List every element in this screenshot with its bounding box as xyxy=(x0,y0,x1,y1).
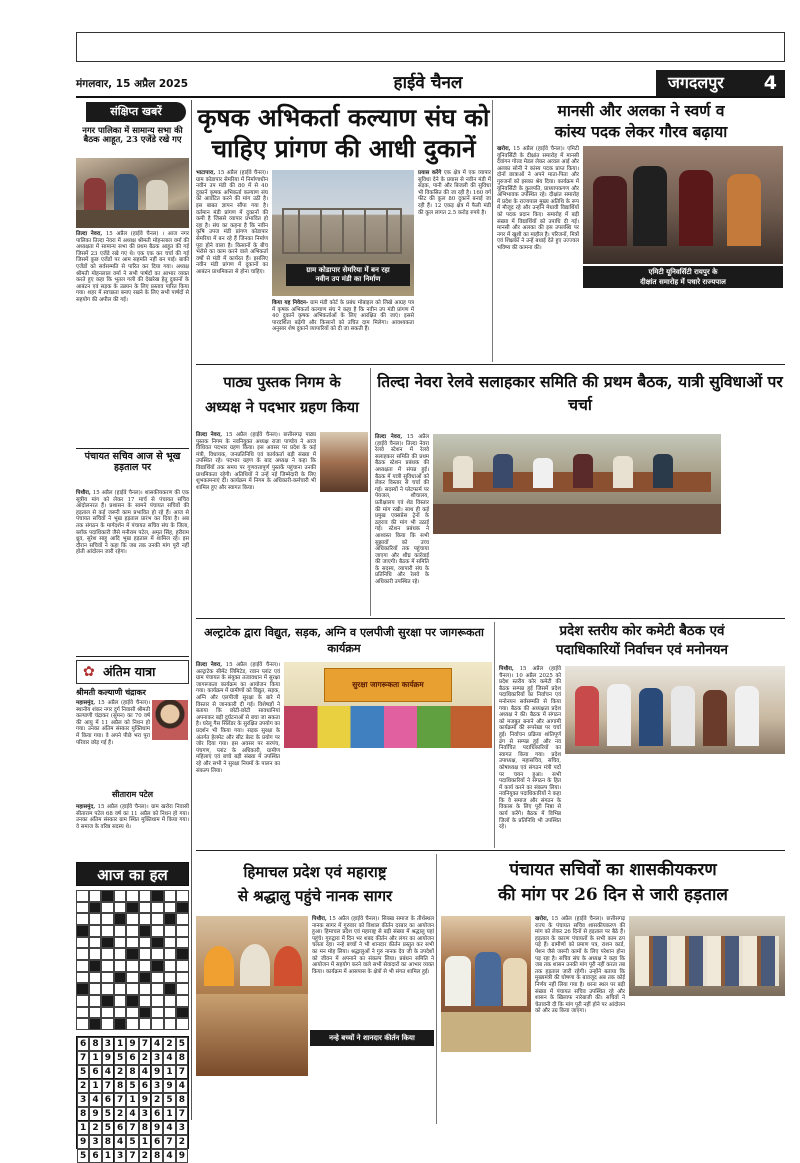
crossword-cell xyxy=(126,937,139,949)
crossword-cell xyxy=(176,890,189,902)
crossword-cell xyxy=(89,972,102,984)
sudoku-cell: 3 xyxy=(114,1149,126,1163)
crossword-black-cell xyxy=(89,1018,102,1030)
crossword-cell xyxy=(126,972,139,984)
crossword-cell xyxy=(139,902,152,914)
crossword-cell xyxy=(151,1007,164,1019)
sudoku-cell: 6 xyxy=(77,1037,89,1051)
crossword-black-cell xyxy=(89,960,102,972)
story-ultratech-banner-text: सुरक्षा जागरूकता कार्यक्रम xyxy=(352,680,424,689)
brief-item1-photo xyxy=(76,158,189,228)
crossword-cell xyxy=(114,948,127,960)
crossword-cell xyxy=(176,1018,189,1030)
crossword-cell xyxy=(126,983,139,995)
story-medal xyxy=(497,100,785,362)
crossword-cell xyxy=(164,948,177,960)
brief-item2-headline: पंचायत सचिव आज से भूख हड़ताल पर xyxy=(84,451,181,473)
crossword-cell xyxy=(76,1007,89,1019)
crossword-black-cell xyxy=(151,960,164,972)
story-agri-headline: कृषक अभिकर्ता कल्याण संघ को चाहिए प्रांगण की आधी दुकानें xyxy=(197,103,490,163)
crossword-cell xyxy=(76,1018,89,1030)
story-railway xyxy=(375,368,785,616)
crossword-cell xyxy=(164,925,177,937)
obituary-person2-name: सीताराम पटेल xyxy=(111,789,154,799)
crossword-cell xyxy=(101,1018,114,1030)
story-panchayat xyxy=(441,854,785,1124)
sudoku-cell: 5 xyxy=(77,1149,89,1163)
crossword-black-cell xyxy=(126,902,139,914)
obituary-title: अंतिम यात्रा xyxy=(103,664,156,679)
crossword-cell xyxy=(164,902,177,914)
sudoku-cell: 1 xyxy=(163,1065,175,1079)
sudoku-cell: 2 xyxy=(151,1093,163,1107)
sudoku-cell: 6 xyxy=(126,1051,138,1065)
crossword-cell xyxy=(114,995,127,1007)
sudoku-cell: 7 xyxy=(114,1093,126,1107)
sudoku-cell: 2 xyxy=(139,1149,151,1163)
crossword-cell xyxy=(176,913,189,925)
crossword-cell xyxy=(76,890,89,902)
story-medal-photo xyxy=(583,146,783,264)
sudoku-cell: 8 xyxy=(89,1037,101,1051)
sudoku-cell: 6 xyxy=(151,1107,163,1121)
sudoku-cell: 9 xyxy=(151,1121,163,1135)
sudoku-cell: 9 xyxy=(77,1135,89,1149)
crossword-cell xyxy=(139,983,152,995)
sudoku-cell: 4 xyxy=(89,1093,101,1107)
sudoku-cell: 6 xyxy=(89,1149,101,1163)
story-core xyxy=(499,622,785,848)
sudoku-cell: 9 xyxy=(126,1037,138,1051)
crossword-cell xyxy=(151,983,164,995)
sudoku-cell: 3 xyxy=(151,1079,163,1093)
crossword-black-cell xyxy=(151,890,164,902)
masthead-city: जगदलपुर xyxy=(668,73,724,92)
sudoku-cell: 3 xyxy=(151,1051,163,1065)
crossword-black-cell xyxy=(76,983,89,995)
sudoku-cell: 4 xyxy=(163,1051,175,1065)
sudoku-cell: 5 xyxy=(126,1135,138,1149)
crossword-cell xyxy=(89,983,102,995)
masthead xyxy=(76,68,785,98)
brief-item2-body: पिथौरा, 15 अप्रैल (हाईवे चैनल)। शासकीयकरण की एक सूत्रीय मांग को लेकर 17 मार्च से पंचायत सचिव आंदोलनरत हैं। प्रशासन के सामने पंचायत सचिवों की हड़ताल से कई जरूरी काम प्रभावित हो रहे हैं। आज से पंचायत सचिवों ने भूख हड़ताल प्रारंभ कर दिया है। अब तक संगठन के मार्गदर्शन में पंचायत सचिव संघ के जिला, ब्लॉक पदाधिकारी जैसे मनीराम पटेल, अमृत सिंह, हरीराम ध्रुव, सुरेश साहू आदि भूख हड़ताल में शामिल रहे। इस दौरान सचिवों ने कहा कि जब तक उनकी मांग पूरी नहीं होती आंदोलन जारी रहेगा। xyxy=(76,490,189,556)
story-panchayat-photo-2 xyxy=(629,916,785,996)
crossword-black-cell xyxy=(176,902,189,914)
story-panchayat-headline: पंचायत सचिवों का शासकीयकरण की मांग पर 26 दिन से जारी हड़ताल xyxy=(498,860,728,905)
masthead-date: मंगलवार, 15 अप्रैल 2025 xyxy=(76,78,189,90)
crossword-cell xyxy=(101,902,114,914)
crossword-cell xyxy=(164,972,177,984)
story-panchayat-photo xyxy=(441,916,531,1052)
story-himachal-caption-box xyxy=(310,1030,434,1046)
masthead-city-box xyxy=(656,70,785,96)
crossword-black-cell xyxy=(89,902,102,914)
crossword-cell xyxy=(76,960,89,972)
crossword-cell xyxy=(114,983,127,995)
crossword-cell xyxy=(89,913,102,925)
sudoku-cell: 7 xyxy=(126,1121,138,1135)
story-core-body-lower xyxy=(565,758,785,846)
sudoku-cell: 6 xyxy=(139,1079,151,1093)
crossword-cell xyxy=(101,948,114,960)
crossword-black-cell xyxy=(114,1018,127,1030)
story-railway-body-lower xyxy=(433,538,721,614)
crossword-cell xyxy=(151,1018,164,1030)
brief-title: संक्षिप्त खबरें xyxy=(86,102,186,122)
crossword-black-cell xyxy=(151,937,164,949)
crossword-cell xyxy=(176,960,189,972)
sudoku-cell: 2 xyxy=(114,1065,126,1079)
obituary-flower-icon: ✿ xyxy=(83,664,95,680)
crossword-cell xyxy=(139,948,152,960)
crossword-cell xyxy=(176,995,189,1007)
story-textbook-body: तिल्दा नेवरा, 15 अप्रैल (हाईवे चैनल)। छत्तीसगढ़ पाठ्य पुस्तक निगम के नवनियुक्त अध्यक्ष राजा पाण्डेय ने आज विधिवत पदभार ग्रहण किया। इस अवसर पर प्रदेश के कई मंत्री, विधायक, जनप्रतिनिधि एवं कार्यकर्ता बड़ी संख्या में उपस्थित रहे। पदभार ग्रहण के बाद अध्यक्ष ने कहा कि विद्यार्थियों तक समय पर गुणवत्तापूर्ण पुस्तकें पहुंचाना उनकी प्राथमिकता रहेगी। अतिथियों ने उन्हें नई जिम्मेदारी के लिए शुभकामनाएं दीं। कार्यक्रम में निगम के अधिकारी-कर्मचारी भी शामिल हुए और स्वागत किया। xyxy=(196,432,316,491)
crossword-cell xyxy=(151,902,164,914)
sudoku-cell: 7 xyxy=(176,1065,188,1079)
obituary-person1-body-cont xyxy=(76,745,189,789)
crossword-cell xyxy=(89,948,102,960)
sudoku-cell: 9 xyxy=(176,1149,188,1163)
story-himachal-photo xyxy=(196,916,308,1076)
sudoku-cell: 9 xyxy=(139,1093,151,1107)
crossword-cell xyxy=(176,925,189,937)
brief-item1-headline: नगर पालिका में सामान्य सभा की बैठक आहूत, 23 एजेंडे रखे गए xyxy=(82,125,183,145)
crossword-cell xyxy=(101,972,114,984)
crossword-cell xyxy=(164,890,177,902)
sudoku-cell: 8 xyxy=(151,1149,163,1163)
sudoku-cell: 5 xyxy=(126,1079,138,1093)
story-medal-caption-box xyxy=(583,266,783,288)
story-medal-headline: मानसी और अलका ने स्वर्ण व कांस्य पदक लेकर गौरव बढ़ाया xyxy=(554,101,728,141)
crossword-cell xyxy=(176,937,189,949)
sudoku-cell: 2 xyxy=(176,1135,188,1149)
sudoku-cell: 3 xyxy=(139,1107,151,1121)
crossword-cell xyxy=(76,937,89,949)
sudoku-cell: 5 xyxy=(163,1093,175,1107)
story-himachal-body: पिथौरा, 15 अप्रैल (हाईवे चैनल)। सिक्ख समाज के तीर्थस्थल नानक सागर में गुरुवार को विशाल कीर्तन दरबार का आयोजन हुआ। हिमाचल प्रदेश एवं महाराष्ट्र से बड़ी संख्या में श्रद्धालु यहां पहुंचे। गुरुद्वारा में दिन भर शबद कीर्तन और लंगर का आयोजन चलता रहा। नन्हे बच्चों ने भी शानदार कीर्तन प्रस्तुत कर सभी का मन मोह लिया। श्रद्धालुओं ने गुरु नानक देव जी के उपदेशों को जीवन में अपनाने का संकल्प लिया। प्रबंधन समिति ने आयोजन में सहयोग करने वाले सभी सेवादारों का आभार व्यक्त किया। कार्यक्रम में आसपास के क्षेत्रों से भी संगत शामिल हुई। xyxy=(312,916,434,975)
crossword-cell xyxy=(76,948,89,960)
sudoku-cell: 2 xyxy=(77,1079,89,1093)
sudoku-cell: 4 xyxy=(126,1107,138,1121)
story-agri xyxy=(196,100,491,362)
sudoku-cell: 6 xyxy=(151,1135,163,1149)
sudoku-cell: 8 xyxy=(176,1093,188,1107)
crossword-cell xyxy=(164,1007,177,1019)
sudoku-cell: 3 xyxy=(102,1037,114,1051)
story-core-photo xyxy=(565,666,785,754)
story-agri-body-lower: किया यह निवेदन- ग्राम मंडी कोर्ट के प्रबंध मोबाइल को लिखे आग्रह पत्र में कृषक अभिकर्ता कल्याण संघ ने कहा है कि नवीन उप मंडी प्रांगण में 40 दुकानें कृषक अभिकर्ताओं के लिए आरक्षित की जाएं। इससे पारदर्शिता बढ़ेगी और किसानों को उचित दाम मिलेगा। आवश्यकता अनुसार शेष दुकानें व्यापारियों को दी जा सकती हैं। xyxy=(272,300,414,333)
sudoku-cell: 7 xyxy=(77,1051,89,1065)
story-panchayat-body: खरोरा, 15 अप्रैल (हाईवे चैनल)। छत्तीसगढ़ राज्य के पंचायत सचिव शासकीयकरण की मांग को लेकर 26 दिनों से हड़ताल पर बैठे हैं। हड़ताल के कारण पंचायतों के सभी काम ठप पड़े हैं। ग्रामीणों को प्रमाण पत्र, राशन कार्ड, पेंशन जैसे जरूरी कामों के लिए परेशान होना पड़ रहा है। सचिव संघ के अध्यक्ष ने कहा कि जब तक शासन उनकी मांग पूरी नहीं करता तब तक हड़ताल जारी रहेगी। उन्होंने बताया कि मुख्यमंत्री की घोषणा के बावजूद अब तक कोई निर्णय नहीं लिया गया है। धरना स्थल पर बड़ी संख्या में पंचायत सचिव उपस्थित रहे और शासन के खिलाफ नारेबाजी की। सचिवों ने चेतावनी दी कि मांग पूरी नहीं होने पर आंदोलन को और उग्र किया जाएगा। xyxy=(535,916,625,1015)
story-agri-body-left: भाटापारा, 15 अप्रैल (हाईवे चैनल)। ग्राम कोडापार सेमरिया में निर्माणाधीन नवीन उप मंडी की 80 में से 40 दुकानें कृषक अभिकर्ता कल्याण संघ को आवंटित करने की मांग उठी है। इस बाबत ज्ञापन सौंपा गया है। वर्तमान मंडी प्रांगण में दुकानों की कमी है जिससे व्यापार प्रभावित हो रहा है। संघ का कहना है कि नवीन कृषि उपज मंडी प्रांगण कोडापार सेमरिया में बन रहे हैं जिनका निर्माण पूरा होने वाला है। किसानों के बीच भरोसे का काम करने वाले अभिकर्ता वर्षों से मंडी में कार्यरत हैं। इसलिए नवीन मंडी प्रांगण में दुकानों का आबंटन प्राथमिकता से होना चाहिए। xyxy=(196,170,269,275)
crossword-black-cell xyxy=(101,995,114,1007)
crossword-black-cell xyxy=(164,913,177,925)
sudoku-cell: 9 xyxy=(151,1065,163,1079)
story-ultratech xyxy=(196,622,492,848)
sudoku-cell: 8 xyxy=(114,1079,126,1093)
sudoku-cell: 2 xyxy=(89,1121,101,1135)
sudoku-cell: 4 xyxy=(102,1065,114,1079)
story-medal-photo-caption: एमिटी यूनिवर्सिटी रायपुर के दीक्षांत समारोह में पधारे राज्यपाल xyxy=(640,268,726,286)
sudoku-cell: 4 xyxy=(163,1149,175,1163)
crossword-cell xyxy=(101,960,114,972)
sudoku-cell: 8 xyxy=(77,1107,89,1121)
sudoku-cell: 7 xyxy=(126,1149,138,1163)
sudoku-cell: 1 xyxy=(114,1037,126,1051)
sudoku-cell: 6 xyxy=(114,1121,126,1135)
story-ultratech-headline: अल्ट्राटेक द्वारा विद्युत, सड़क, अग्नि व एलपीजी सुरक्षा पर जागरूकता कार्यक्रम xyxy=(204,625,484,655)
crossword-solution-grid xyxy=(76,890,189,1030)
sudoku-cell: 4 xyxy=(151,1037,163,1051)
story-core-body-left: पिथौरा, 15 अप्रैल (हाईवे चैनल)। 10 अप्रैल 2025 को प्रदेश स्तरीय कोर कमेटी की बैठक सम्पन्न हुई जिसमें प्रदेश पदाधिकारियों का निर्वाचन एवं मनोनयन सर्वसम्मति से किया गया। बैठक की अध्यक्षता प्रदेश अध्यक्ष ने की। बैठक में संगठन को मजबूत बनाने और आगामी कार्यक्रमों की रूपरेखा पर चर्चा हुई। निर्वाचन प्रक्रिया शांतिपूर्ण ढंग से सम्पन्न हुई और नव निर्वाचित पदाधिकारियों का स्वागत किया गया। प्रदेश उपाध्यक्ष, महासचिव, सचिव, कोषाध्यक्ष एवं संगठन मंत्री पदों पर चयन हुआ। सभी पदाधिकारियों ने संगठन के हित में कार्य करने का संकल्प लिया। नवनियुक्त पदाधिकारियों ने कहा कि वे समाज और संगठन के विकास के लिए पूरी निष्ठा से कार्य करेंगे। बैठक में विभिन्न जिलों के प्रतिनिधि भी उपस्थित रहे। xyxy=(499,666,561,831)
sudoku-cell: 5 xyxy=(77,1065,89,1079)
crossword-cell xyxy=(89,995,102,1007)
crossword-cell xyxy=(151,913,164,925)
crossword-cell xyxy=(89,925,102,937)
crossword-cell xyxy=(139,960,152,972)
sudoku-cell: 3 xyxy=(176,1121,188,1135)
story-himachal-headline: हिमाचल प्रदेश एवं महाराष्ट्र से श्रद्धालु पहुंचे नानक सागर xyxy=(237,863,393,905)
sudoku-cell: 4 xyxy=(139,1065,151,1079)
sudoku-cell: 4 xyxy=(163,1121,175,1135)
sudoku-cell: 9 xyxy=(89,1107,101,1121)
crossword-cell xyxy=(126,1018,139,1030)
crossword-cell xyxy=(151,995,164,1007)
crossword-cell xyxy=(76,995,89,1007)
crossword-black-cell xyxy=(101,890,114,902)
crossword-cell xyxy=(114,1007,127,1019)
crossword-cell xyxy=(176,972,189,984)
sudoku-cell: 1 xyxy=(126,1093,138,1107)
crossword-cell xyxy=(139,995,152,1007)
story-railway-headline: तिल्दा नेवरा रेलवे सलाहकार समिति की प्रथम बैठक, यात्री सुविधाओं पर चर्चा xyxy=(377,372,783,414)
sudoku-cell: 6 xyxy=(102,1093,114,1107)
sudoku-cell: 1 xyxy=(139,1135,151,1149)
obituary-person1-name: श्रीमती कल्याणी चंद्राकर xyxy=(76,687,146,697)
story-textbook-body-right xyxy=(320,496,368,614)
crossword-cell xyxy=(139,913,152,925)
sudoku-cell: 4 xyxy=(114,1135,126,1149)
crossword-cell xyxy=(126,925,139,937)
story-medal-body-right xyxy=(583,292,783,360)
sudoku-cell: 1 xyxy=(102,1149,114,1163)
story-agri-photo xyxy=(272,170,414,296)
sudoku-cell: 9 xyxy=(102,1051,114,1065)
story-railway-photo xyxy=(433,434,721,534)
crossword-cell xyxy=(139,1018,152,1030)
story-himachal-photo-caption: नन्हे बच्चों ने शानदार कीर्तन किया xyxy=(329,1034,415,1042)
crossword-black-cell xyxy=(101,937,114,949)
sudoku-cell: 9 xyxy=(163,1079,175,1093)
crossword-cell xyxy=(151,948,164,960)
crossword-cell xyxy=(101,913,114,925)
sudoku-cell: 4 xyxy=(176,1079,188,1093)
sudoku-cell: 7 xyxy=(163,1135,175,1149)
story-core-headline: प्रदेश स्तरीय कोर कमेटी बैठक एवं पदाधिकारियों निर्वाचन एवं मनोनयन xyxy=(556,623,728,658)
sudoku-cell: 5 xyxy=(114,1051,126,1065)
crossword-cell xyxy=(114,902,127,914)
crossword-cell xyxy=(126,960,139,972)
crossword-cell xyxy=(114,925,127,937)
story-himachal-body-lower xyxy=(196,1080,434,1122)
crossword-cell xyxy=(114,960,127,972)
crossword-black-cell xyxy=(76,925,89,937)
crossword-cell xyxy=(126,1007,139,1019)
crossword-cell xyxy=(164,960,177,972)
crossword-cell xyxy=(126,890,139,902)
crossword-black-cell xyxy=(176,948,189,960)
sudoku-cell: 7 xyxy=(139,1037,151,1051)
story-panchayat-body-lower xyxy=(441,1056,531,1122)
story-ultratech-photo xyxy=(284,662,492,748)
crossword-cell xyxy=(151,925,164,937)
sudoku-cell: 1 xyxy=(163,1107,175,1121)
story-agri-photo-caption: ग्राम कोडापार सेमरिया में बन रहा नवीन उप मंडी का निर्माण xyxy=(286,264,410,286)
sudoku-cell: 5 xyxy=(176,1037,188,1051)
crossword-cell xyxy=(89,1007,102,1019)
crossword-black-cell xyxy=(114,972,127,984)
crossword-cell xyxy=(76,972,89,984)
crossword-cell xyxy=(76,902,89,914)
sudoku-cell: 2 xyxy=(114,1107,126,1121)
sudoku-cell: 3 xyxy=(89,1135,101,1149)
story-ultratech-body: तिल्दा नेवरा, 15 अप्रैल (हाईवे चैनल)। अल्ट्राटेक सीमेंट लिमिटेड, रवान प्लांट एवं ग्राम पंचायत के संयुक्त तत्वावधान में सुरक्षा जागरूकता कार्यक्रम का आयोजन किया गया। कार्यक्रम में ग्रामीणों को विद्युत, सड़क, अग्नि और एलपीजी सुरक्षा के बारे में विस्तार से जानकारी दी गई। विशेषज्ञों ने बताया कि छोटी-छोटी सावधानियां अपनाकर बड़ी दुर्घटनाओं से बचा जा सकता है। घरेलू गैस सिलेंडर के सुरक्षित उपयोग का प्रदर्शन भी किया गया। सड़क सुरक्षा के अंतर्गत हेलमेट और सीट बेल्ट के प्रयोग पर जोर दिया गया। इस अवसर पर सरपंच, पंचगण, प्लांट के अधिकारी, ग्रामीण महिलाएं एवं बच्चे बड़ी संख्या में उपस्थित रहे और सभी ने सुरक्षा नियमों के पालन का संकल्प लिया। xyxy=(196,662,280,774)
sudoku-solution-grid xyxy=(76,1036,189,1161)
brief-item1-body: तिल्दा नेवरा, 15 अप्रैल (हाईवे चैनल) । आज नगर पालिका तिल्दा नेवरा में अध्यक्ष श्रीमती मोहनलाल वर्मा की अध्यक्षता में सामान्य सभा की प्रथम बैठक आहूत की गई जिसमें 23 एजेंडे रखे गए थे। एक एक कर चर्चा की गई जिसमें कुछ एजेंडों पर आम सहमति नहीं बन पाई। बाकी एजेंडों को सर्वसम्मति से पारित कर दिया गया। अध्यक्ष श्रीमती मोहनलाल वर्मा ने सभी पार्षदों का आभार व्यक्त करते हुए कहा कि भूतल गली की देखरेख हेतु दुकानों के आबंटन एवं सड़क के उन्नयन के लिए प्रस्ताव पारित किया गया। शहर में स्वच्छता बनाए रखने के लिए सभी पार्षदों से सहयोग की अपील की गई। xyxy=(76,231,189,303)
crossword-cell xyxy=(139,937,152,949)
crossword-black-cell xyxy=(164,983,177,995)
crossword-black-cell xyxy=(139,925,152,937)
sudoku-cell: 1 xyxy=(89,1051,101,1065)
story-textbook-photo xyxy=(320,432,368,492)
sudoku-cell: 8 xyxy=(176,1051,188,1065)
crossword-cell xyxy=(164,1018,177,1030)
masthead-page-number: 4 xyxy=(763,72,777,94)
crossword-black-cell xyxy=(114,913,127,925)
sudoku-cell: 8 xyxy=(126,1065,138,1079)
crossword-cell xyxy=(101,1007,114,1019)
sidebar xyxy=(76,100,190,1161)
story-himachal xyxy=(196,854,434,1124)
crossword-cell xyxy=(139,890,152,902)
sudoku-cell: 8 xyxy=(139,1121,151,1135)
sudoku-cell: 6 xyxy=(89,1065,101,1079)
sudoku-cell: 7 xyxy=(176,1107,188,1121)
sudoku-cell: 1 xyxy=(77,1121,89,1135)
crossword-cell xyxy=(101,983,114,995)
obituary-person1-body: महासमुंद, 15 अप्रैल (हाईवे चैनल)। स्थानीय शंकर नगर दुर्ग निवासी श्रीमती कल्याणी चंद्राकर (सुमन) का 70 वर्ष की आयु में 11 अप्रैल को निधन हो गया। उनका अंतिम संस्कार मुक्तिधाम में किया गया। वे अपने पीछे भरा पूरा परिवार छोड़ गई हैं। xyxy=(76,700,150,746)
story-medal-body-left: खरोरा, 15 अप्रैल (हाईवे चैनल)। एमिटी यूनिवर्सिटी के दीक्षांत समारोह में मानसी देवांगन गोल्ड मेडल लेकर अव्वल आई और अलका सोनी ने कांस्य पदक प्राप्त किया। दोनों छात्राओं ने अपने माता-पिता और गुरुजनों को इसका श्रेय दिया। कार्यक्रम में यूनिवर्सिटी के कुलपति, प्राध्यापकगण और अभिभावक उपस्थित रहे। दीक्षांत समारोह में प्रदेश के राज्यपाल मुख्य अतिथि के रूप में मौजूद रहे और उन्होंने मेधावी विद्यार्थियों को पदक प्रदान किए। समारोह में बड़ी संख्या में विद्यार्थियों को उपाधि दी गई। मानसी और अलका की इस उपलब्धि पर नगर में खुशी का माहौल है। परिजनों, मित्रों एवं शिक्षकों ने उन्हें बधाई देते हुए उज्ज्वल भविष्य की कामना की। xyxy=(497,146,579,251)
crossword-cell xyxy=(114,890,127,902)
top-blank-band xyxy=(76,32,785,62)
story-agri-body-right: प्रयास करेंगे एक क्षेत्र में एक व्यापार सुविधा देने के प्रयास से नवीन मंडी में सड़क, पानी और बिजली की सुविधा भी विकसित की जा रही है। 160 वर्ग फीट की कुल 80 दुकानें बनाई जा रही हैं। 12 एकड़ क्षेत्र में फैली मंडी की कुल लागत 2.5 करोड़ रुपये है। xyxy=(418,170,491,216)
obituary-title-box xyxy=(76,660,189,684)
crossword-cell xyxy=(164,995,177,1007)
crossword-cell xyxy=(89,890,102,902)
story-textbook xyxy=(196,368,368,616)
sudoku-cell: 5 xyxy=(102,1121,114,1135)
crossword-black-cell xyxy=(139,1007,152,1019)
crossword-black-cell xyxy=(126,948,139,960)
crossword-cell xyxy=(126,913,139,925)
puzzle-title: आज का हल xyxy=(76,862,189,886)
crossword-cell xyxy=(101,925,114,937)
sudoku-cell: 3 xyxy=(77,1093,89,1107)
masthead-section-title: हाईवे चैनल xyxy=(393,73,463,93)
story-railway-body-left: तिल्दा नेवरा, 15 अप्रैल (हाईवे चैनल)। तिल्दा नेवरा रेलवे स्टेशन में रेलवे सलाहकार समिति की प्रथम बैठक स्टेशन प्रबंधक की अध्यक्षता में संपन्न हुई। बैठक में यात्री सुविधाओं को लेकर विस्तार से चर्चा की गई। सदस्यों ने प्लेटफार्म पर पेयजल, शौचालय, प्रतीक्षालय एवं शेड विस्तार की मांग रखी। साथ ही कई प्रमुख एक्सप्रेस ट्रेनों के ठहराव की मांग भी उठाई गई। स्टेशन प्रबंधक ने आश्वस्त किया कि सभी सुझावों को उच्च अधिकारियों तक पहुंचाया जाएगा और शीघ्र कार्रवाई की जाएगी। बैठक में समिति के सदस्य, व्यापारी संघ के प्रतिनिधि और रेलवे के अधिकारी उपस्थित रहे। xyxy=(375,434,429,586)
sudoku-cell: 2 xyxy=(163,1037,175,1051)
sudoku-cell: 1 xyxy=(89,1079,101,1093)
crossword-cell xyxy=(76,913,89,925)
crossword-cell xyxy=(151,972,164,984)
sudoku-cell: 5 xyxy=(102,1107,114,1121)
story-railway-body-right xyxy=(725,434,785,614)
crossword-cell xyxy=(164,937,177,949)
crossword-black-cell xyxy=(176,1007,189,1019)
crossword-cell xyxy=(89,937,102,949)
sudoku-cell: 7 xyxy=(102,1079,114,1093)
obituary-person1-photo xyxy=(152,700,188,740)
sudoku-cell: 2 xyxy=(139,1051,151,1065)
sudoku-cell: 8 xyxy=(102,1135,114,1149)
story-panchayat-body-right xyxy=(629,1000,785,1122)
crossword-cell xyxy=(176,983,189,995)
crossword-cell xyxy=(114,937,127,949)
crossword-black-cell xyxy=(126,995,139,1007)
story-textbook-headline: पाठ्य पुस्तक निगम के अध्यक्ष ने पदभार ग्रहण किया xyxy=(205,374,359,416)
story-ultratech-body-lower xyxy=(284,752,492,846)
obituary-person2-body: महासमुंद, 15 अप्रैल (हाईवे चैनल)। ग्राम खरोरा निवासी सीताराम पटेल 68 वर्ष का 11 अप्रैल को निधन हो गया। उनका अंतिम संस्कार ग्राम स्थित मुक्तिधाम में किया गया। वे समाज के वरिष्ठ सदस्य थे। xyxy=(76,804,190,830)
crossword-black-cell xyxy=(139,972,152,984)
